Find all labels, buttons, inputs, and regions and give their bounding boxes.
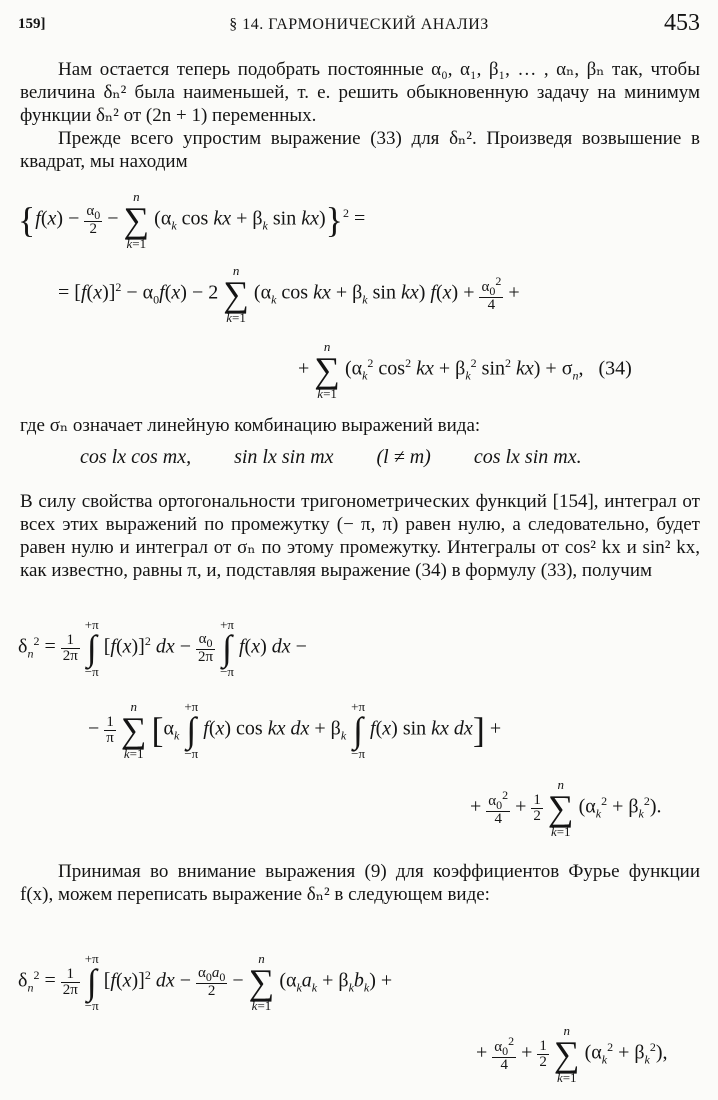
final-equation-line-2: + $\frac{\alpha_0^2}{4}$ + $\frac{1}{2}$ n ∑ k=1 $(\alpha_k^2 + \beta_k^2)$, [476, 1023, 668, 1085]
section-ref: 159] [18, 16, 46, 32]
paragraph-5: Принимая во внимание выражения (9) для коэффициентов Фурье функции f(x), можем переписать выражение δₙ² в следующем виде: [20, 861, 700, 905]
equation-34-line-1: {f(x) − $\frac{\alpha_0}{2}$ − n ∑ k=1 ($\alpha_k$ cos kx + $\beta_k$ sin kx)}$^2$ = [18, 189, 366, 251]
paragraph-1: Нам остается теперь подобрать постоянные α₀, α₁, β₁, … , αₙ, βₙ так, чтобы величина δₙ² была наименьшей, т. е. решить обыкновенную задачу на минимум функции δₙ² от (2n + 1) переменных. [20, 59, 700, 126]
trig-expression-list [80, 446, 620, 469]
page-number: 453 [664, 10, 700, 36]
running-title: § 14. ГАРМОНИЧЕСКИЙ АНАЛИЗ [229, 16, 489, 33]
integral-equation-line-2: − $\frac{1}{\pi}$ n ∑ k=1 [$\alpha_k$ +π ∫ −π f(x) cos kx dx + $\beta_k$ +π ∫ −π f(x) sin kx dx] + [88, 699, 502, 761]
paragraph-2: Прежде всего упростим выражение (33) для δₙ². Произведя возвышение в квадрат, мы находим [20, 128, 700, 172]
paragraph-3: где σₙ означает линейную комбинацию выражений вида: [20, 415, 481, 436]
integral-equation-line-3: + $\frac{\alpha_0^2}{4}$ + $\frac{1}{2}$ n ∑ k=1 $(\alpha_k^2 + \beta_k^2)$. [470, 777, 662, 839]
equation-34-line-3: + n ∑ k=1 ($\alpha_k^2$ $\cos^2$ kx + $\beta_k^2$ $\sin^2 kx) + \sigma_n$, (34) [298, 339, 632, 401]
paragraph-4: В силу свойства ортогональности тригонометрических функций [154], интеграл от всех этих выражений по промежутку (− π, π) равен нулю, а следовательно, будет равен нулю и интеграл от σₙ по этому промежутку. Интегралы от cos² kx и sin² kx, как известно, равны π, и, подставляя выражение (34) в формулу (33), получим [20, 491, 700, 581]
trig-term-2: sin lx sin mx [234, 446, 334, 468]
trig-term-3: cos lx sin mx. [473, 446, 582, 468]
equation-34-line-2: = $[f(x)]^2 - \alpha_0f(x) - 2$ n ∑ k=1 ($\alpha_k$ cos kx + $\beta_k$ sin kx) f(x) + $\frac{\alpha_0^2}{4}$ + [58, 263, 520, 325]
trig-term-1: cos lx cos mx, [80, 446, 192, 468]
final-equation-line-1: $\delta_n^2$ = $\frac{1}{2\pi}$ +π ∫ −π $[f(x)]^2$ dx − $\frac{\alpha_0a_0}{2}$ − n ∑ k=1 $(\alpha_ka_k + \beta_kb_k)$ + [18, 951, 393, 1013]
trig-condition: (l ≠ m) [376, 446, 431, 468]
integral-equation-line-1: $\delta_n^2$ = $\frac{1}{2\pi}$ +π ∫ −π $[f(x)]^2$ dx − $\frac{\alpha_0}{2\pi}$ +π ∫ −π f(x) dx − [18, 617, 307, 679]
running-header [18, 10, 700, 40]
equation-number: (34) [598, 357, 632, 380]
